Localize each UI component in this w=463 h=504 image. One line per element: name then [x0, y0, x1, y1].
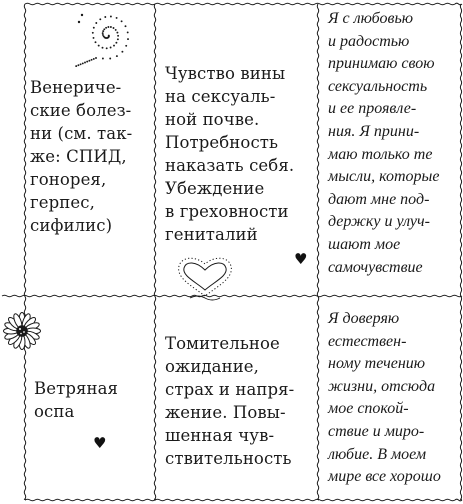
- border-top: [25, 3, 462, 5]
- affirmation-line: Я доверяю: [328, 310, 400, 327]
- border-bottom: [25, 499, 462, 501]
- daisy-flower-icon: [4, 313, 41, 350]
- condition-line: Венериче-: [30, 78, 122, 97]
- affirmation-line: естествен-: [328, 332, 407, 350]
- affirmation-line: любие. В моем: [328, 445, 427, 463]
- border-middle: [2, 295, 462, 297]
- affirmation-line: дают мне под-: [328, 190, 430, 208]
- affirmation-line: ному течению: [328, 355, 426, 373]
- affirmation-line: и радостью: [328, 32, 410, 50]
- affirmation-line: мысли, которые: [328, 168, 440, 186]
- affirmation-line: держку и улуч-: [328, 213, 430, 231]
- cause-line: ной почве.: [165, 110, 260, 129]
- affirmation-line: принимаю свою: [328, 55, 435, 73]
- cause-line: жение. Повы-: [165, 403, 286, 422]
- affirmation-line: Я с любовью: [328, 10, 414, 27]
- cause-cell-venereal: [165, 62, 313, 246]
- border-left: [24, 4, 25, 500]
- affirmation-line: ния. Я прини-: [328, 122, 420, 140]
- affirmation-line: шают мое: [328, 235, 401, 253]
- affirmation-line: мое спокой-: [328, 400, 409, 418]
- cause-line: на сексуаль-: [165, 87, 276, 106]
- affirmation-line: ствие и миро-: [328, 422, 425, 440]
- cause-line: Томительное: [165, 334, 280, 353]
- cause-line: в греховности: [165, 202, 289, 221]
- cause-line: страх и напря-: [165, 380, 295, 399]
- condition-line: герпес,: [30, 193, 95, 212]
- condition-cell-chickenpox: [34, 377, 149, 423]
- affirmation-line: маю только те: [328, 145, 433, 163]
- heart-icon: ♥: [93, 434, 107, 452]
- affirmation-cell-venereal: [328, 8, 460, 279]
- cause-line: ожидание,: [165, 357, 260, 376]
- heart-outline-ornament-icon: [179, 258, 232, 300]
- heart-icon: ♥: [294, 250, 308, 268]
- affirmation-cell-chickenpox: [328, 308, 460, 489]
- cause-line: ствительность: [165, 449, 292, 468]
- condition-line: же: СПИД,: [30, 147, 127, 166]
- affirmation-line: мире все хорошо: [328, 468, 441, 486]
- cause-cell-chickenpox: [165, 332, 313, 470]
- cause-line: гениталий: [165, 225, 258, 244]
- cause-line: Потребность: [165, 133, 279, 152]
- cause-line: Чувство вины: [165, 64, 286, 83]
- affirmation-line: самочувствие: [328, 258, 423, 276]
- affirmation-line: жизни, отсюда: [328, 377, 436, 395]
- affirmation-line: и ее проявле-: [328, 100, 417, 118]
- cause-line: Убеждение: [165, 179, 265, 198]
- border-right: [460, 4, 461, 500]
- affirmation-line: сексуальность: [328, 77, 428, 95]
- cause-line: наказать себя.: [165, 156, 295, 175]
- condition-line: ские болез-: [30, 101, 132, 120]
- divider-2: [317, 4, 318, 500]
- cause-line: шенная чув-: [165, 426, 275, 445]
- condition-line: ни (см. так-: [30, 124, 133, 143]
- condition-line: гонорея,: [30, 170, 107, 189]
- condition-line: Ветряная: [34, 379, 119, 398]
- spiral-ornament-icon: [75, 14, 129, 67]
- condition-cell-venereal: [30, 76, 155, 237]
- condition-line: сифилис): [30, 216, 113, 235]
- condition-line: оспа: [34, 402, 75, 421]
